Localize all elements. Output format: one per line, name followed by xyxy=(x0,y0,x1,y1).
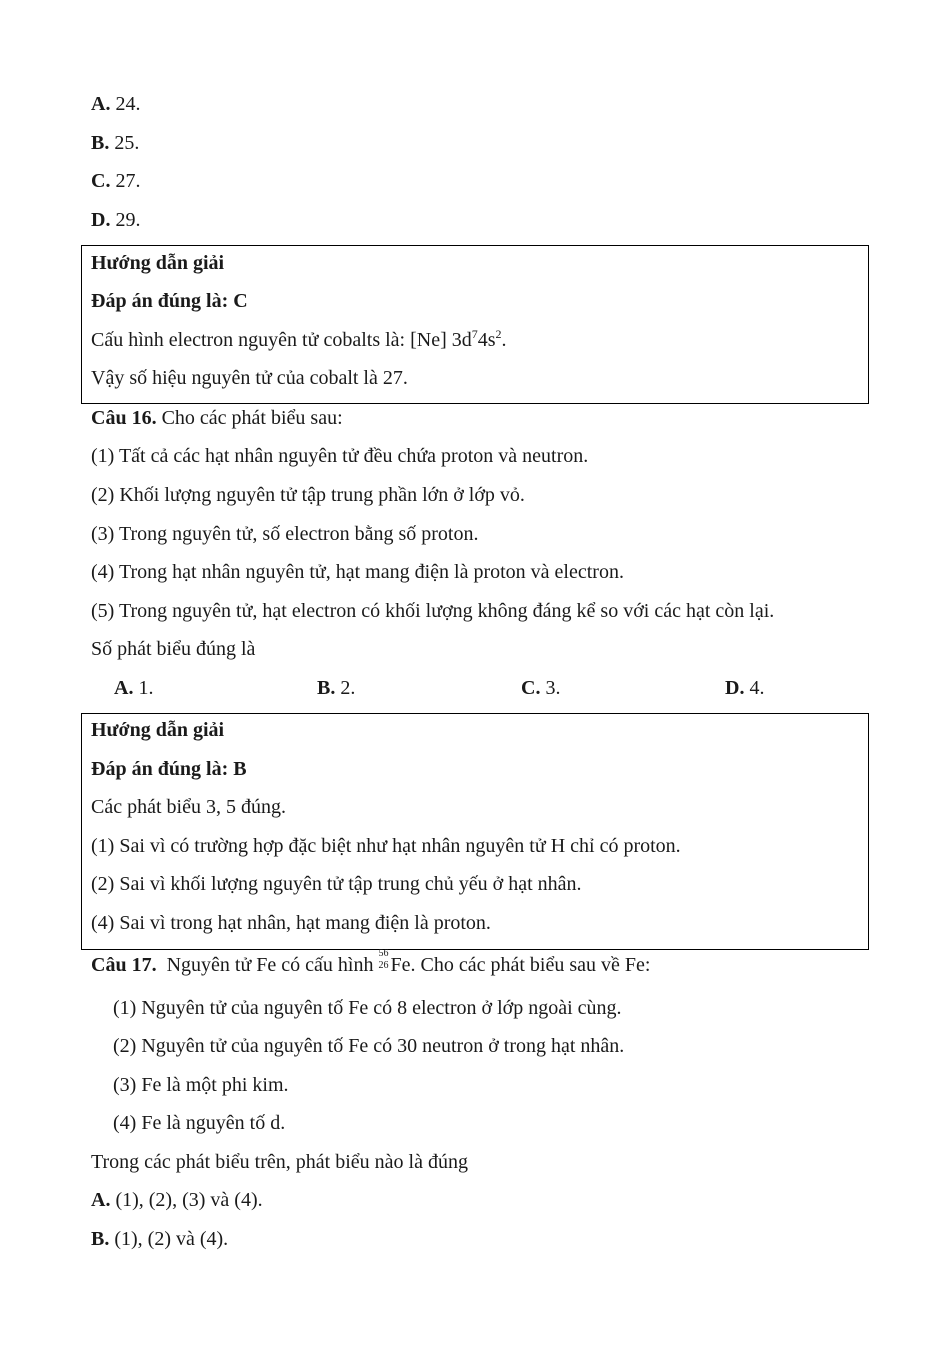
solution-heading: Hướng dẫn giải xyxy=(91,252,225,274)
solution-line: Cấu hình electron nguyên tử cobalts là: [Ne] $3d^74s^2$. xyxy=(91,327,507,351)
solution-box-q16 xyxy=(81,713,869,950)
q16-option-d: D. 4. xyxy=(725,677,765,699)
solution-heading: Hướng dẫn giải xyxy=(91,719,225,741)
solution-line: (2) Sai vì khối lượng nguyên tử tập trung chủ yếu ở hạt nhân. xyxy=(91,873,582,895)
correct-answer: Đáp án đúng là: B xyxy=(91,758,247,780)
q16-statement: (2) Khối lượng nguyên tử tập trung phần lớn ở lớp vỏ. xyxy=(91,484,525,506)
question-17-stem: Câu 17. Nguyên tử Fe có cấu hình 56 26 Fe. Cho các phát biểu sau về Fe: xyxy=(91,948,651,976)
correct-answer: Đáp án đúng là: C xyxy=(91,290,248,312)
q17-statement: (3) Fe là một phi kim. xyxy=(113,1074,289,1096)
q17-statement: (4) Fe là nguyên tố d. xyxy=(113,1112,286,1134)
fe-nuclide-notation: 56 26 xyxy=(378,948,389,971)
q17-statement: (2) Nguyên tử của nguyên tố Fe có 30 neutron ở trong hạt nhân. xyxy=(113,1035,625,1057)
solution-box-q15 xyxy=(81,245,869,404)
q15-option-d: D. 29. xyxy=(91,209,141,231)
q16-statement: (5) Trong nguyên tử, hạt electron có khối lượng không đáng kể so với các hạt còn lại. xyxy=(91,600,775,622)
solution-line: Vậy số hiệu nguyên tử của cobalt là 27. xyxy=(91,367,408,389)
solution-line: (1) Sai vì có trường hợp đặc biệt như hạt nhân nguyên tử H chỉ có proton. xyxy=(91,835,681,857)
q16-statement: (4) Trong hạt nhân nguyên tử, hạt mang điện là proton và electron. xyxy=(91,561,624,583)
question-16-stem: Câu 16. Cho các phát biểu sau: xyxy=(91,407,343,429)
q17-prompt: Trong các phát biểu trên, phát biểu nào là đúng xyxy=(91,1151,468,1173)
q15-option-a: A. 24. xyxy=(91,93,141,115)
q15-option-c: C. 27. xyxy=(91,170,141,192)
q15-option-b: B. 25. xyxy=(91,132,140,154)
solution-line: Các phát biểu 3, 5 đúng. xyxy=(91,796,286,818)
q16-option-b: B. 2. xyxy=(317,677,356,699)
q16-statement: (1) Tất cả các hạt nhân nguyên tử đều chứa proton và neutron. xyxy=(91,445,589,467)
q16-option-c: C. 3. xyxy=(521,677,561,699)
q16-statement: (3) Trong nguyên tử, số electron bằng số proton. xyxy=(91,523,479,545)
q16-prompt: Số phát biểu đúng là xyxy=(91,638,256,660)
q17-option-a: A. (1), (2), (3) và (4). xyxy=(91,1189,263,1211)
q17-statement: (1) Nguyên tử của nguyên tố Fe có 8 electron ở lớp ngoài cùng. xyxy=(113,997,622,1019)
q16-option-a: A. 1. xyxy=(114,677,154,699)
q17-option-b: B. (1), (2) và (4). xyxy=(91,1228,229,1250)
solution-line: (4) Sai vì trong hạt nhân, hạt mang điện là proton. xyxy=(91,912,491,934)
